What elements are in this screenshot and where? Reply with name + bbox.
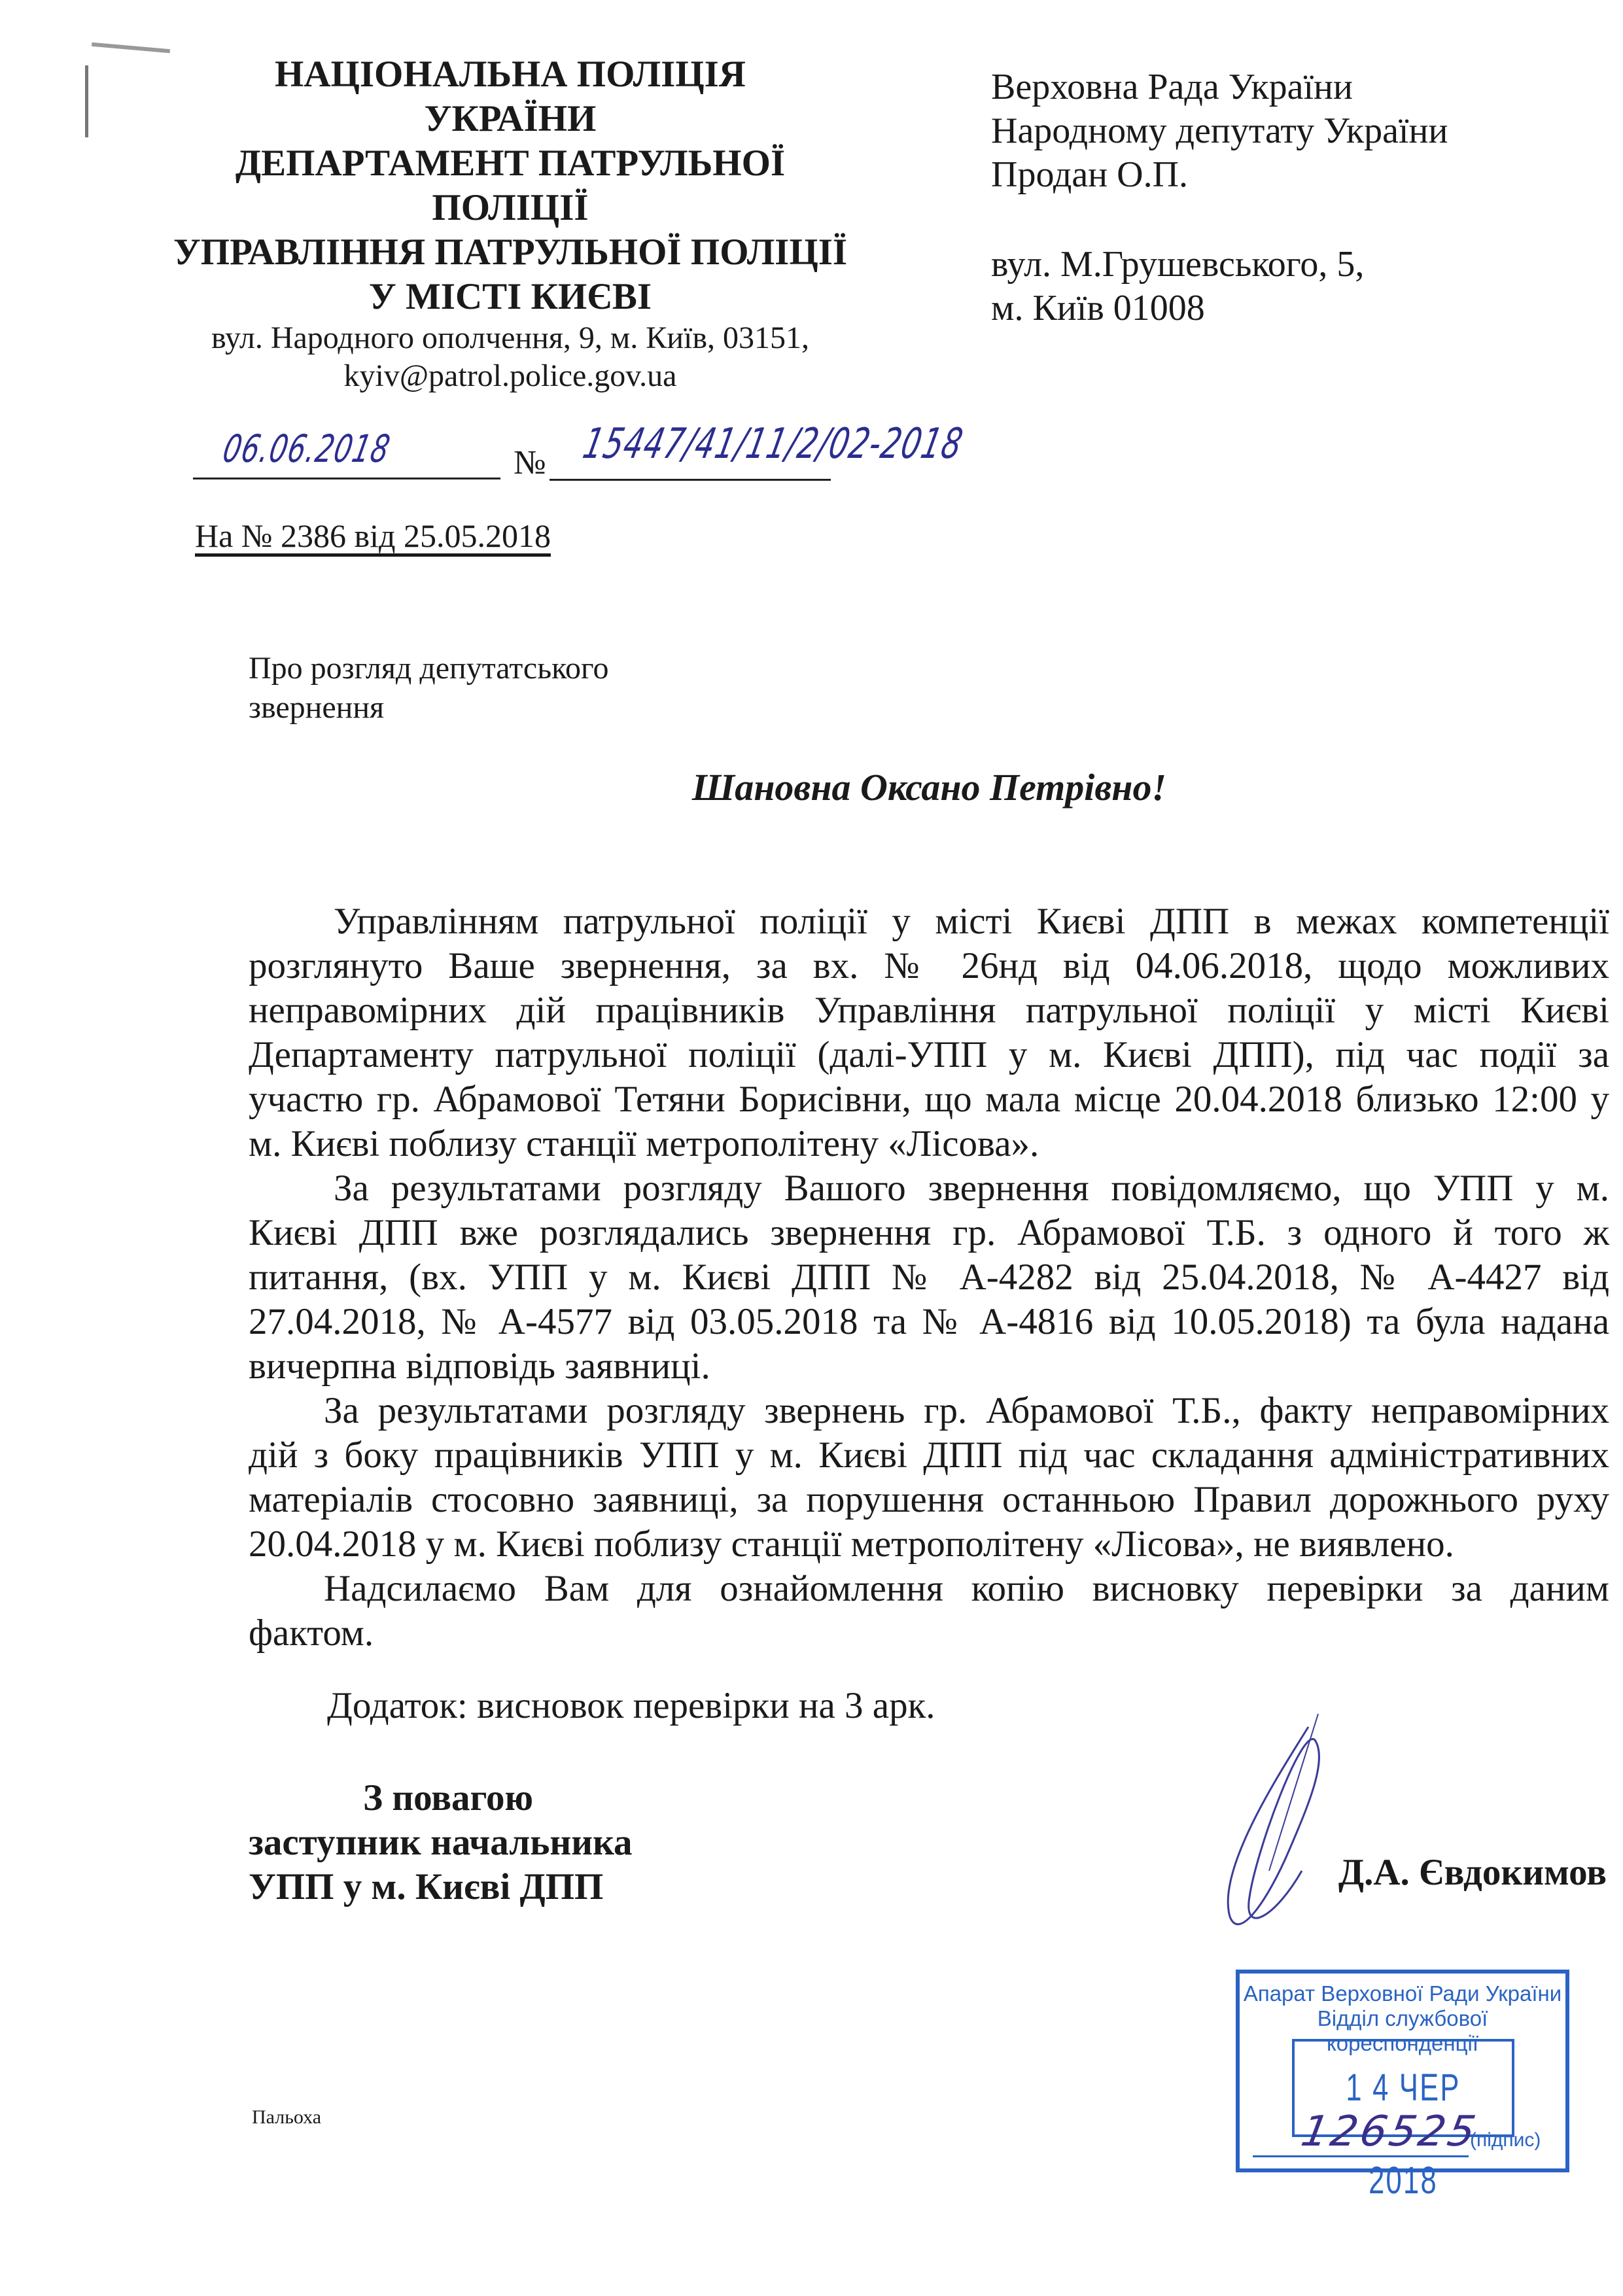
body-line: 20.04.2018 у м. Києві поблизу станції метрополітену «Лісова», не виявлено. <box>249 1523 1454 1565</box>
sender-line: ПОЛІЦІЇ <box>432 187 589 228</box>
greeting: Шановна Оксано Петрівно! <box>691 766 1167 809</box>
letter-body <box>249 899 1609 1656</box>
number-underline <box>550 479 831 481</box>
reply-reference: На № 2386 від 25.05.2018 <box>195 517 551 554</box>
body-line: м. Києві поблизу станції метрополітену «Лісова». <box>249 1123 1039 1164</box>
closing-line: УПП у м. Києві ДПП <box>249 1866 604 1907</box>
body-line: 27.04.2018, № А-4577 від 03.05.2018 та № А-4816 від 10.05.2018) та була надана <box>249 1301 1609 1342</box>
paragraph <box>249 1567 1609 1656</box>
sender-line: НАЦІОНАЛЬНА ПОЛІЦІЯ <box>275 54 746 95</box>
handwritten-date: 06.06.2018 <box>219 426 394 471</box>
subject-line: звернення <box>249 690 385 725</box>
sender-line: ДЕПАРТАМЕНТ ПАТРУЛЬНОЇ <box>235 143 786 184</box>
recipient-line: Продан О.П. <box>991 154 1189 195</box>
stamp-signature-label: (підпис) <box>1470 2129 1541 2151</box>
stamp-date: 1 4 ЧЕР 2018 <box>1346 2066 1461 2202</box>
subject <box>249 649 609 727</box>
number-sign: № <box>514 444 546 481</box>
stamp-incoming-number: 126525 <box>1297 2108 1482 2156</box>
signature-icon <box>1178 1701 1452 1975</box>
body-line: За результатами розгляду звернень гр. Абрамової Т.Б., факту неправомірних <box>324 1390 1609 1431</box>
sender-address: вул. Народного ополчення, 9, м. Київ, 03151, <box>211 321 810 355</box>
body-line: вичерпна відповідь заявниці. <box>249 1346 710 1387</box>
paragraph <box>249 1389 1609 1567</box>
body-line: Надсилаємо Вам для ознайомлення копію висновку перевірки за даним <box>324 1568 1609 1609</box>
recipient-line: Народному депутату України <box>991 111 1448 151</box>
body-line: За результатами розгляду Вашого звернення повідомляємо, що УПП у м. <box>334 1168 1609 1209</box>
executor-name: Пальоха <box>252 2106 322 2128</box>
closing-line: З повагою <box>363 1777 534 1818</box>
sender-header <box>118 52 903 395</box>
attachment-note: Додаток: висновок перевірки на 3 арк. <box>327 1685 935 1726</box>
body-line: розглянуто Ваше звернення, за вх. № 26нд від 04.06.2018, щодо можливих <box>249 945 1609 986</box>
registration-stamp <box>1236 1970 1569 2202</box>
paragraph <box>249 1166 1609 1389</box>
closing-block <box>249 1776 633 1909</box>
recipient-block <box>991 65 1448 330</box>
registration-line <box>193 420 968 484</box>
paragraph <box>249 899 1609 1166</box>
body-line: Департаменту патрульної поліції (далі-УПП у м. Києві ДПП), під час події за <box>249 1034 1609 1075</box>
scan-edge-mark <box>85 65 88 137</box>
stamp-line: Відділ службової кореспонденції <box>1317 2006 1488 2055</box>
handwritten-number: 15447/41/11/2/02-2018 <box>579 420 968 468</box>
body-line: питання, (вх. УПП у м. Києві ДПП № А-4282 від 25.04.2018, № А-4427 від <box>249 1257 1609 1298</box>
signer-name: Д.А. Євдокимов <box>1338 1852 1607 1893</box>
body-line: фактом. <box>249 1612 374 1654</box>
body-line: дій з боку працівників УПП у м. Києві ДПП під час складання адміністративних <box>249 1435 1609 1476</box>
closing-line: заступник начальника <box>249 1822 633 1863</box>
sender-line: У МІСТІ КИЄВІ <box>368 276 652 317</box>
sender-line: УКРАЇНИ <box>424 98 597 139</box>
recipient-line: Верховна Рада України <box>991 67 1353 107</box>
body-line: Києві ДПП вже розглядались звернення гр. Абрамової Т.Б. з одного й того ж <box>249 1212 1609 1253</box>
sender-email: kyiv@patrol.police.gov.ua <box>343 358 677 393</box>
recipient-city: м. Київ 01008 <box>991 288 1205 328</box>
body-line: участю гр. Абрамової Тетяни Борисівни, що мала місце 20.04.2018 близько 12:00 у <box>249 1079 1609 1120</box>
body-line: Управлінням патрульної поліції у місті Києві ДПП в межах компетенції <box>334 901 1609 942</box>
sender-line: УПРАВЛІННЯ ПАТРУЛЬНОЇ ПОЛІЦІЇ <box>173 232 848 273</box>
scan-edge-mark <box>92 43 170 53</box>
subject-line: Про розгляд депутатського <box>249 651 609 686</box>
body-line: матеріалів стосовно заявниці, за порушення останньою Правил дорожнього руху <box>249 1479 1609 1520</box>
stamp-line: Апарат Верховної Ради України <box>1243 1981 1562 2006</box>
date-underline <box>193 478 500 479</box>
recipient-street: вул. М.Грушевського, 5, <box>991 244 1365 285</box>
body-line: неправомірних дій працівників Управління патрульної поліції у місті Києві <box>249 990 1609 1031</box>
